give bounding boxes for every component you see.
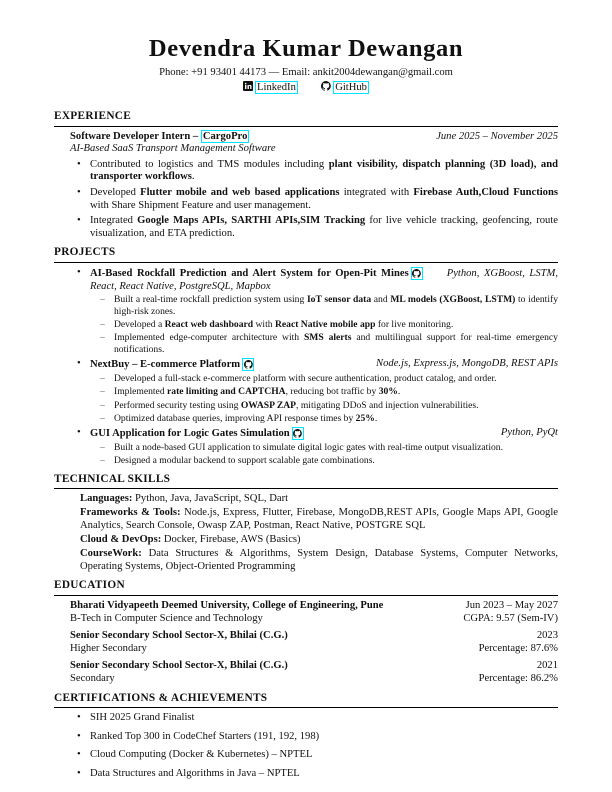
- text-segment: Implemented: [114, 386, 168, 398]
- skill-label: CourseWork:: [80, 548, 142, 560]
- project-bullets: [90, 294, 558, 355]
- certification-item: • Cloud Computing (Docker & Kubernetes) – NPTEL: [54, 749, 558, 762]
- bullet-item: [54, 215, 558, 240]
- project-item: [54, 427, 558, 466]
- text-segment: Contributed to logistics and TMS modules including: [90, 158, 329, 170]
- skill-label: Cloud & DevOps:: [80, 534, 162, 546]
- education-row: [70, 630, 558, 643]
- project-tech: Node.js, Express.js, MongoDB, REST APIs: [376, 358, 558, 370]
- github-icon: [321, 81, 331, 91]
- education-list: [54, 600, 558, 686]
- bullet-item: [54, 187, 558, 212]
- bullet-item: [90, 413, 558, 424]
- skill-value: Node.js, Express, Flutter, Firebase, MongoDB,REST APIs, Google Maps API, Google Analytics, Search Console, Owasp ZAP, Postman, React Native, POSTGRE SQL: [80, 507, 558, 532]
- education-date: Jun 2023 – May 2027: [465, 600, 558, 612]
- project-title-wrap: [90, 427, 304, 441]
- project-item: [54, 358, 558, 424]
- skill-row: [80, 493, 558, 506]
- skill-row: [80, 507, 558, 532]
- project-header: [90, 267, 558, 293]
- text-segment: Developed a full-stack e-commerce platform with secure authentication, product catalog, and order.: [114, 372, 497, 384]
- text-segment: Developed: [90, 186, 141, 198]
- skill-value: Data Structures & Algorithms, System Design, Database Systems, Computer Networks, Operating Systems, Object-Oriented Programming: [80, 548, 558, 572]
- candidate-name: Devendra Kumar Dewangan: [148, 35, 464, 62]
- text-segment: with Share Shipment Feature and user management.: [90, 199, 311, 211]
- text-segment: integrated with: [339, 186, 414, 198]
- skills-heading: TECHNICAL SKILLS: [54, 473, 558, 490]
- education-row: [70, 600, 558, 613]
- project-title-wrap: [90, 268, 423, 279]
- education-date: 2021: [536, 660, 558, 672]
- certification-item: • Ranked Top 300 in CodeChef Starters (191, 192, 198): [54, 731, 558, 744]
- text-segment: ML models (XGBoost, LSTM): [390, 294, 516, 306]
- project-list: [54, 267, 558, 467]
- bullet-item: [90, 373, 558, 384]
- text-segment: React Native mobile app: [274, 318, 376, 330]
- project-header: [90, 427, 558, 441]
- education-date: 2023: [536, 630, 558, 642]
- certification-item: • Data Structures and Algorithms in Java – NPTEL: [54, 768, 558, 781]
- job-subtitle: AI-Based SaaS Transport Management Software: [70, 143, 276, 155]
- text-segment: Built a real-time rockfall prediction system using: [114, 294, 307, 306]
- text-segment: to identify high-risk zones.: [114, 294, 558, 317]
- certifications-list: [54, 712, 558, 780]
- project-tech: Python, PyQt: [500, 427, 558, 439]
- education-row: [70, 673, 558, 686]
- degree: Secondary: [70, 673, 115, 684]
- score: Percentage: 86.2%: [478, 673, 558, 684]
- text-segment: and multilingual support for real-time emergency notifications.: [114, 332, 558, 355]
- text-segment: Implemented edge-computer architecture with: [114, 332, 304, 344]
- score: CGPA: 9.57 (Sem-IV): [463, 612, 558, 624]
- education-row: [70, 613, 558, 626]
- bullet-item: [90, 332, 558, 355]
- experience-bullets: [54, 159, 558, 241]
- bullet-item: [90, 442, 558, 453]
- degree: B-Tech in Computer Science and Technology: [70, 612, 263, 624]
- text-segment: rate limiting and CAPTCHA: [167, 386, 286, 398]
- bullet-item: [90, 319, 558, 330]
- education-row: [70, 643, 558, 656]
- school-name: Senior Secondary School Sector-X, Bhilai (C.G.): [70, 630, 288, 642]
- text-segment: Built a node-based GUI application to simulate digital logic gates with real-time output visualization.: [114, 441, 503, 453]
- contact-line: Phone: +91 93401 44173 — Email: ankit2004dewangan@gmail.com: [159, 67, 453, 78]
- text-segment: Flutter mobile and web based applications: [140, 186, 340, 198]
- skill-label: Frameworks & Tools:: [80, 507, 181, 519]
- project-title: NextBuy – E-commerce Platform: [90, 359, 241, 371]
- text-segment: with: [253, 318, 275, 330]
- education-heading: EDUCATION: [54, 579, 558, 596]
- skill-label: Languages:: [80, 493, 133, 505]
- github-link[interactable]: GitHub: [335, 82, 367, 93]
- text-segment: OWASP ZAP: [240, 399, 297, 411]
- degree: Higher Secondary: [70, 642, 147, 654]
- project-title: GUI Application for Logic Gates Simulation: [90, 428, 290, 440]
- text-segment: IoT sensor data: [306, 294, 372, 306]
- certifications-heading: CERTIFICATIONS & ACHIEVEMENTS: [54, 692, 558, 709]
- text-segment: plant visibility, dispatch planning (3D load), and transporter workflows: [90, 158, 558, 183]
- skill-value: Python, Java, JavaScript, SQL, Dart: [132, 493, 289, 505]
- text-segment: Optimized database queries, improving API response times by: [114, 412, 356, 424]
- project-bullets: [90, 442, 558, 467]
- profile-links: [0, 81, 612, 95]
- role: Software Developer Intern –: [70, 130, 201, 142]
- linkedin-link[interactable]: LinkedIn: [257, 82, 296, 93]
- resume-content: [54, 104, 558, 787]
- text-segment: for live vehicle tracking, geofencing, route visualization, and ETA prediction.: [90, 215, 558, 239]
- github-icon[interactable]: [411, 267, 423, 280]
- project-tech: Python, XGBoost, LSTM, React, React Native, PostgreSQL, Mapbox: [90, 267, 558, 292]
- education-entry: [54, 660, 558, 685]
- experience-heading: EXPERIENCE: [54, 110, 558, 127]
- project-title-wrap: [90, 358, 254, 372]
- bullet-item: [90, 400, 558, 411]
- github-icon[interactable]: [242, 358, 254, 371]
- skill-row: [80, 548, 558, 573]
- github-icon[interactable]: [292, 427, 304, 440]
- text-segment: Google Maps APIs, SARTHI APIs,SIM Tracking: [137, 215, 366, 227]
- project-bullets: [90, 373, 558, 425]
- project-item: [54, 267, 558, 355]
- text-segment: , mitigating DDoS and injection vulnerabilities.: [296, 399, 479, 411]
- text-segment: , reducing bot traffic by: [285, 386, 379, 398]
- education-row: [70, 660, 558, 673]
- text-segment: Designed a modular backend to support scalable gate combinations.: [114, 455, 375, 467]
- school-name: Bharati Vidyapeeth Deemed University, College of Engineering, Pune: [70, 600, 384, 612]
- company-link[interactable]: CargoPro: [202, 130, 248, 142]
- job-dates: June 2025 – November 2025: [436, 130, 558, 142]
- projects-heading: PROJECTS: [54, 246, 558, 263]
- bullet-item: [90, 455, 558, 466]
- experience-entry: [54, 131, 558, 156]
- text-segment: 30%: [378, 386, 398, 398]
- text-segment: 25%: [355, 412, 375, 424]
- text-segment: React web dashboard: [164, 318, 254, 330]
- job-title: [70, 131, 249, 144]
- bullet-item: [90, 294, 558, 317]
- skill-row: [80, 534, 558, 547]
- linkedin-icon: [243, 81, 253, 91]
- project-title: AI-Based Rockfall Prediction and Alert System for Open-Pit Mines: [90, 267, 409, 279]
- score: Percentage: 87.6%: [478, 642, 558, 654]
- education-entry: [54, 600, 558, 625]
- text-segment: Performed security testing using: [114, 399, 241, 411]
- education-entry: [54, 630, 558, 655]
- text-segment: Developed a: [114, 318, 165, 330]
- text-segment: and: [371, 294, 391, 306]
- bullet-item: [54, 159, 558, 184]
- text-segment: Integrated: [90, 215, 138, 227]
- project-header: [90, 358, 558, 372]
- text-segment: for live monitoring.: [375, 318, 454, 330]
- text-segment: .: [397, 386, 401, 398]
- skills-list: [54, 493, 558, 573]
- bullet-item: [90, 386, 558, 397]
- skill-value: Docker, Firebase, AWS (Basics): [161, 534, 301, 546]
- text-segment: Firebase Auth,Cloud Functions: [413, 186, 558, 198]
- certification-item: • SIH 2025 Grand Finalist: [54, 712, 558, 725]
- school-name: Senior Secondary School Sector-X, Bhilai (C.G.): [70, 660, 288, 672]
- text-segment: .: [191, 171, 195, 183]
- text-segment: SMS alerts: [303, 332, 352, 344]
- text-segment: .: [374, 412, 378, 424]
